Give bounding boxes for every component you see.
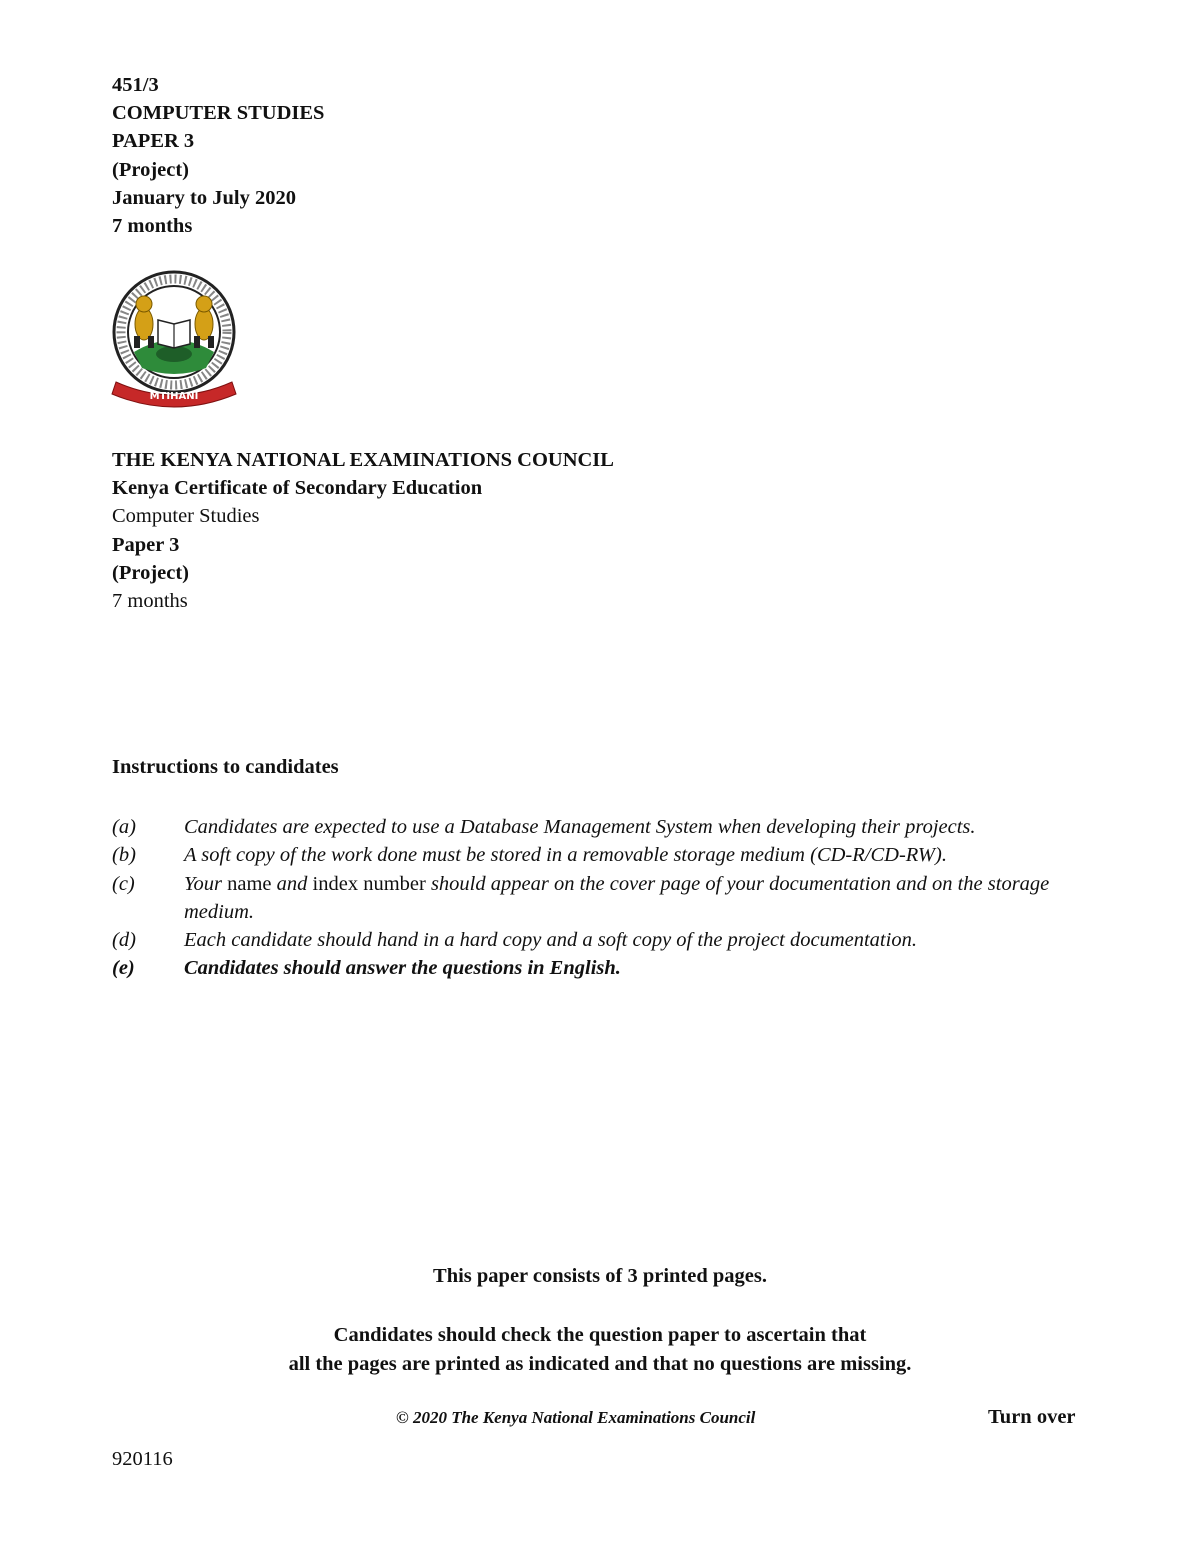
instruction-label: (d) [112,929,136,952]
instruction-label: (b) [112,844,136,867]
instruction-text-part: should appear on the cover page of your documentation and on the storage medium. [184,872,1050,923]
instruction-text: A soft copy of the work done must be stored in a removable storage medium (CD-R/CD-RW). [184,844,947,867]
knec-seal-logo [106,268,242,410]
instruction-item [112,841,1102,869]
subject-title: COMPUTER STUDIES [112,102,325,125]
instructions-title: Instructions to candidates [112,756,339,778]
instruction-item [112,954,1102,982]
paper-type: (Project) [112,158,190,181]
council-subject: Computer Studies [112,505,260,528]
paper-header [112,71,324,240]
council-type: (Project) [112,561,190,584]
pages-note: This paper consists of 3 printed pages. [433,1265,767,1287]
instruction-text-part: and [271,872,313,895]
seal-banner-text: MTIHANI [149,391,199,402]
check-note [0,1321,1200,1378]
instructions-list [112,813,1102,983]
instruction-item [112,813,1102,841]
council-duration: 7 months [112,590,188,613]
paper-number: PAPER 3 [112,130,195,153]
instruction-text: Candidates should answer the questions in English. [184,957,621,980]
instruction-emphasis: index number [312,872,426,895]
instruction-label: (c) [112,872,135,895]
paper-code: 451/3 [112,74,159,96]
turn-over: Turn over [988,1406,1076,1428]
check-note-line: Candidates should check the question paper to ascertain that [333,1324,867,1346]
instruction-text: Each candidate should hand in a hard copy and a soft copy of the project documentation. [184,929,917,952]
paper-period: January to July 2020 [112,186,296,209]
copyright: © 2020 The Kenya National Examinations Council [396,1408,756,1427]
instruction-text: Candidates are expected to use a Database Management System when developing their projects. [184,816,976,838]
instruction-label: (a) [112,816,136,838]
council-name: THE KENYA NATIONAL EXAMINATIONS COUNCIL [112,449,614,471]
paper-duration: 7 months [112,215,193,238]
check-note-line: all the pages are printed as indicated and that no questions are missing. [288,1352,912,1375]
council-paper: Paper 3 [112,533,180,556]
document-code: 920116 [112,1448,173,1470]
instruction-emphasis: name [227,872,272,895]
instruction-text-part: Your [184,872,228,895]
instruction-text [184,870,1102,927]
instruction-label: (e) [112,957,135,980]
instruction-item [112,870,1102,927]
instruction-item [112,926,1102,954]
certificate-name: Kenya Certificate of Secondary Education [112,477,483,500]
council-block [112,446,614,615]
